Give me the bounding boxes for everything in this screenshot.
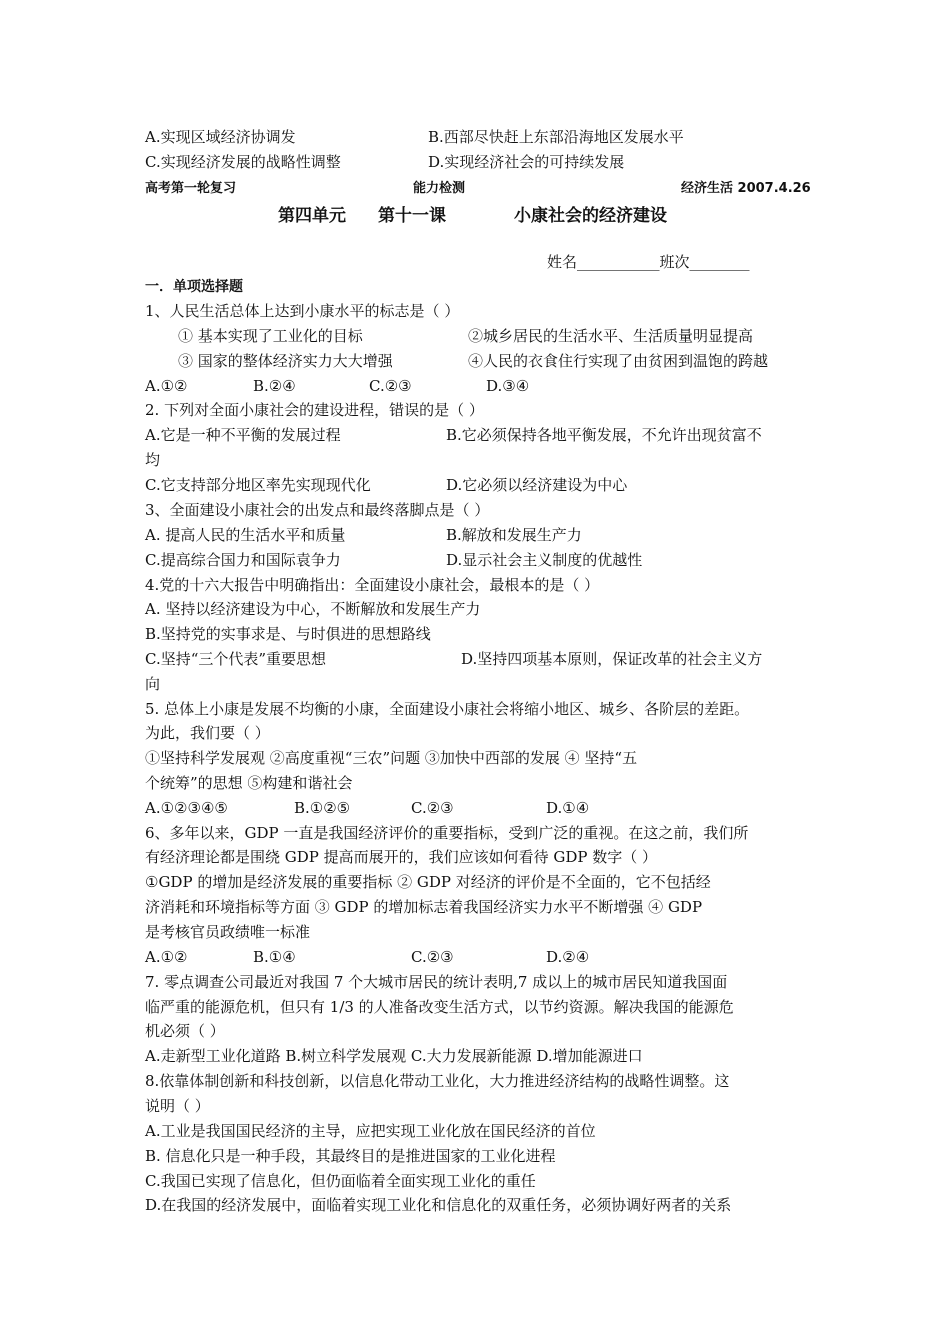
q3-option-a: A. 提高人民的生活水平和质量 (145, 526, 346, 544)
option-c-top: C.实现经济发展的战略性调整 (145, 153, 341, 171)
q4-option-b: B.坚持党的实事求是、与时俱进的思想路线 (145, 625, 431, 643)
section-heading: 一．单项选择题 (145, 279, 243, 295)
q5-option-a: A.①②③④⑤ (145, 799, 228, 817)
header-right: 经济生活 2007.4.26 (681, 181, 811, 196)
q5-stem-line2: 为此，我们要（ ） (145, 724, 270, 742)
q2-option-d: D.它必须以经济建设为中心 (446, 476, 628, 494)
q8-stem-line2: 说明（ ） (145, 1097, 210, 1115)
q6-stem-line1: 6、多年以来，GDP 一直是我国经济评价的重要指标，受到广泛的重视。在这之前，我们所 (145, 824, 749, 842)
q4-option-c: C.坚持“三个代表”重要思想 (145, 650, 327, 668)
q2-stem: 2. 下列对全面小康社会的建设进程，错误的是（ ） (145, 401, 484, 419)
q2-option-b: B.它必须保持各地平衡发展，不允许出现贫富不 (446, 426, 762, 444)
q1-option-a: A.①② (145, 377, 188, 395)
name-class-line: 姓名___________班次________ (547, 253, 750, 271)
q8-stem-line1: 8.依靠体制创新和科技创新，以信息化带动工业化，大力推进经济结构的战略性调整。这 (145, 1072, 730, 1090)
q3-stem: 3、全面建设小康社会的出发点和最终落脚点是（ ） (145, 501, 490, 519)
q6-statements-line3: 是考核官员政绩唯一标准 (145, 923, 311, 941)
q2-option-a: A.它是一种不平衡的发展过程 (145, 426, 341, 444)
q7-stem-line2: 临严重的能源危机，但只有 1/3 的人准备改变生活方式，以节约资源。解决我国的能源危 (145, 998, 734, 1016)
title-lesson: 第十一课 (378, 206, 446, 226)
q1-option-b: B.②④ (253, 377, 296, 395)
q3-option-b: B.解放和发展生产力 (446, 526, 582, 544)
q4-option-d: D.坚持四项基本原则，保证改革的社会主义方 (461, 650, 763, 668)
q6-option-c: C.②③ (411, 948, 454, 966)
q6-statements-line1: ①GDP 的增加是经济发展的重要指标 ② GDP 对经济的评价是不全面的，它不包括经 (145, 873, 711, 891)
q3-option-c: C.提高综合国力和国际袁争力 (145, 551, 341, 569)
q6-option-a: A.①② (145, 948, 188, 966)
q4-stem: 4.党的十六大报告中明确指出：全面建设小康社会，最根本的是（ ） (145, 576, 600, 594)
q5-statements-line1: ①坚持科学发展观 ②高度重视“三农”问题 ③加快中西部的发展 ④ 坚持“五 (145, 749, 638, 767)
q3-option-d: D.显示社会主义制度的优越性 (446, 551, 643, 569)
q6-option-b: B.①④ (253, 948, 296, 966)
q6-stem-line2: 有经济理论都是围绕 GDP 提高而展开的，我们应该如何看待 GDP 数字（ ） (145, 848, 658, 866)
q8-option-b: B. 信息化只是一种手段，其最终目的是推进国家的工业化进程 (145, 1147, 556, 1165)
title-topic: 小康社会的经济建设 (514, 206, 667, 226)
option-a-top: A.实现区域经济协调发 (145, 128, 296, 146)
q5-option-d: D.①④ (546, 799, 590, 817)
q7-options: A.走新型工业化道路 B.树立科学发展观 C.大力发展新能源 D.增加能源进口 (145, 1047, 643, 1065)
q7-stem-line1: 7. 零点调查公司最近对我国 7 个大城市居民的统计表明,7 成以上的城市居民知道我国面 (145, 973, 728, 991)
q1-statement-2: ②城乡居民的生活水平、生活质量明显提高 (468, 327, 754, 345)
q5-stem-line1: 5. 总体上小康是发展不均衡的小康，全面建设小康社会将缩小地区、城乡、各阶层的差距。 (145, 700, 750, 718)
q1-option-c: C.②③ (369, 377, 412, 395)
q7-stem-line3: 机必须（ ） (145, 1022, 225, 1040)
q1-statement-3: ③ 国家的整体经济实力大大增强 (178, 352, 393, 370)
q5-statements-line2: 个统筹”的思想 ⑤构建和谐社会 (145, 774, 353, 792)
q4-option-d-cont: 向 (145, 675, 161, 693)
title-unit: 第四单元 (278, 206, 346, 226)
q2-option-b-cont: 均 (145, 451, 161, 469)
q2-option-c: C.它支持部分地区率先实现现代化 (145, 476, 371, 494)
q8-option-c: C.我国已实现了信息化，但仍面临着全面实现工业化的重任 (145, 1172, 536, 1190)
q6-statements-line2: 济消耗和环境指标等方面 ③ GDP 的增加标志着我国经济实力水平不断增强 ④ GDP (145, 898, 703, 916)
q1-stem: 1、人民生活总体上达到小康水平的标志是（ ） (145, 302, 460, 320)
option-b-top: B.西部尽快赶上东部沿海地区发展水平 (428, 128, 684, 146)
q1-statement-1: ① 基本实现了工业化的目标 (178, 327, 363, 345)
header-left: 高考第一轮复习 (145, 181, 237, 196)
q8-option-d: D.在我国的经济发展中，面临着实现工业化和信息化的双重任务，必须协调好两者的关系 (145, 1196, 732, 1214)
q8-option-a: A.工业是我国国民经济的主导，应把实现工业化放在国民经济的首位 (145, 1122, 596, 1140)
q4-option-a: A. 坚持以经济建设为中心，不断解放和发展生产力 (145, 600, 481, 618)
header-center: 能力检测 (413, 181, 466, 196)
q5-option-c: C.②③ (411, 799, 454, 817)
q1-statement-4: ④人民的衣食住行实现了由贫困到温饱的跨越 (468, 352, 769, 370)
q6-option-d: D.②④ (546, 948, 590, 966)
q5-option-b: B.①②⑤ (294, 799, 351, 817)
option-d-top: D.实现经济社会的可持续发展 (428, 153, 625, 171)
q1-option-d: D.③④ (486, 377, 530, 395)
